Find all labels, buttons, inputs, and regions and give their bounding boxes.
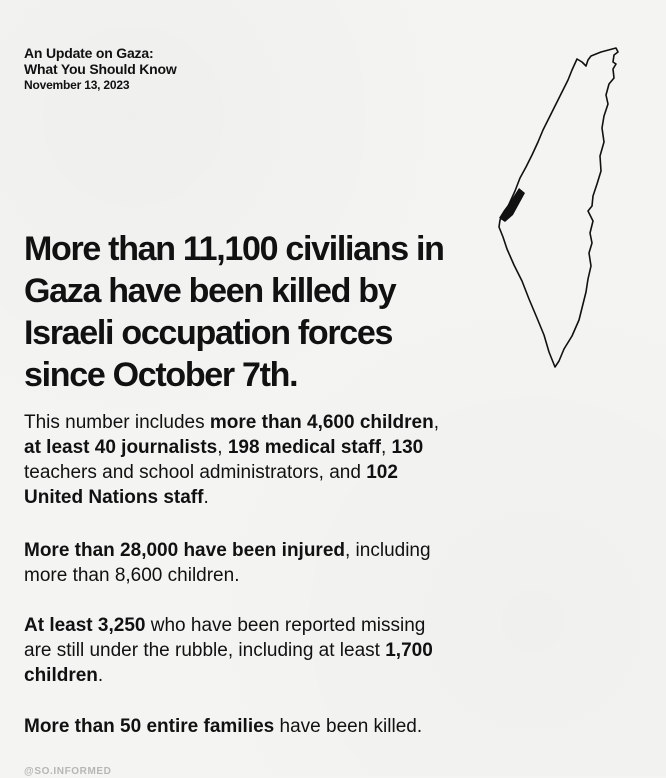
- gaza-highlight-shape: [499, 188, 525, 222]
- p1-text-4: ,: [380, 437, 392, 458]
- paragraph-injured: [24, 538, 524, 588]
- p1-text-3: ,: [217, 437, 228, 458]
- p1-bold-children: more than 4,600 children: [209, 412, 434, 433]
- headline: [24, 228, 479, 396]
- p1-bold-journalists: at least 40 journalists: [24, 437, 218, 458]
- headline-line-3: Israeli occupation forces: [24, 314, 393, 352]
- p2-text-1: , including: [345, 540, 431, 561]
- p1-bold-130: 130: [391, 437, 424, 458]
- p2-bold-injured: More than 28,000 have been injured: [24, 540, 345, 561]
- header-title: [24, 45, 284, 77]
- headline-line-4: since October 7th.: [24, 356, 298, 394]
- p2-text-2: more than 8,600 children.: [24, 565, 240, 586]
- p4-bold-families: More than 50 entire families: [24, 716, 275, 737]
- p1-bold-un: United Nations staff: [24, 487, 204, 508]
- headline-line-1: More than 11,100 civilians in: [24, 230, 444, 268]
- p1-bold-medical: 198 medical staff: [227, 437, 381, 458]
- p3-text-3: .: [97, 665, 104, 686]
- p3-bold-1700: 1,700: [385, 640, 433, 661]
- p1-text-5: teachers and school administrators, and: [24, 462, 367, 483]
- p4-text-1: have been killed.: [274, 716, 423, 737]
- header-date: November 13, 2023: [24, 78, 130, 92]
- map-outline-icon: [492, 46, 626, 370]
- header: [24, 45, 284, 92]
- p3-bold-children: children: [24, 665, 98, 686]
- header-title-line-1: An Update on Gaza:: [24, 45, 154, 61]
- paragraph-families: [24, 714, 524, 739]
- p1-text-2: ,: [433, 412, 440, 433]
- p1-text-6: .: [203, 487, 209, 508]
- p3-text-2: are still under the rubble, including at least: [24, 640, 386, 661]
- header-title-line-2: What You Should Know: [24, 61, 177, 77]
- footer-watermark: @SO.INFORMED: [24, 766, 112, 777]
- p1-text-1: This number includes: [24, 412, 210, 433]
- p1-bold-102: 102: [366, 462, 398, 483]
- paragraph-missing: [24, 613, 524, 688]
- paragraph-casualties: [24, 410, 524, 510]
- p3-bold-missing: At least 3,250: [24, 615, 146, 636]
- p3-text-1: who have been reported missing: [145, 615, 426, 636]
- headline-line-2: Gaza have been killed by: [24, 272, 396, 310]
